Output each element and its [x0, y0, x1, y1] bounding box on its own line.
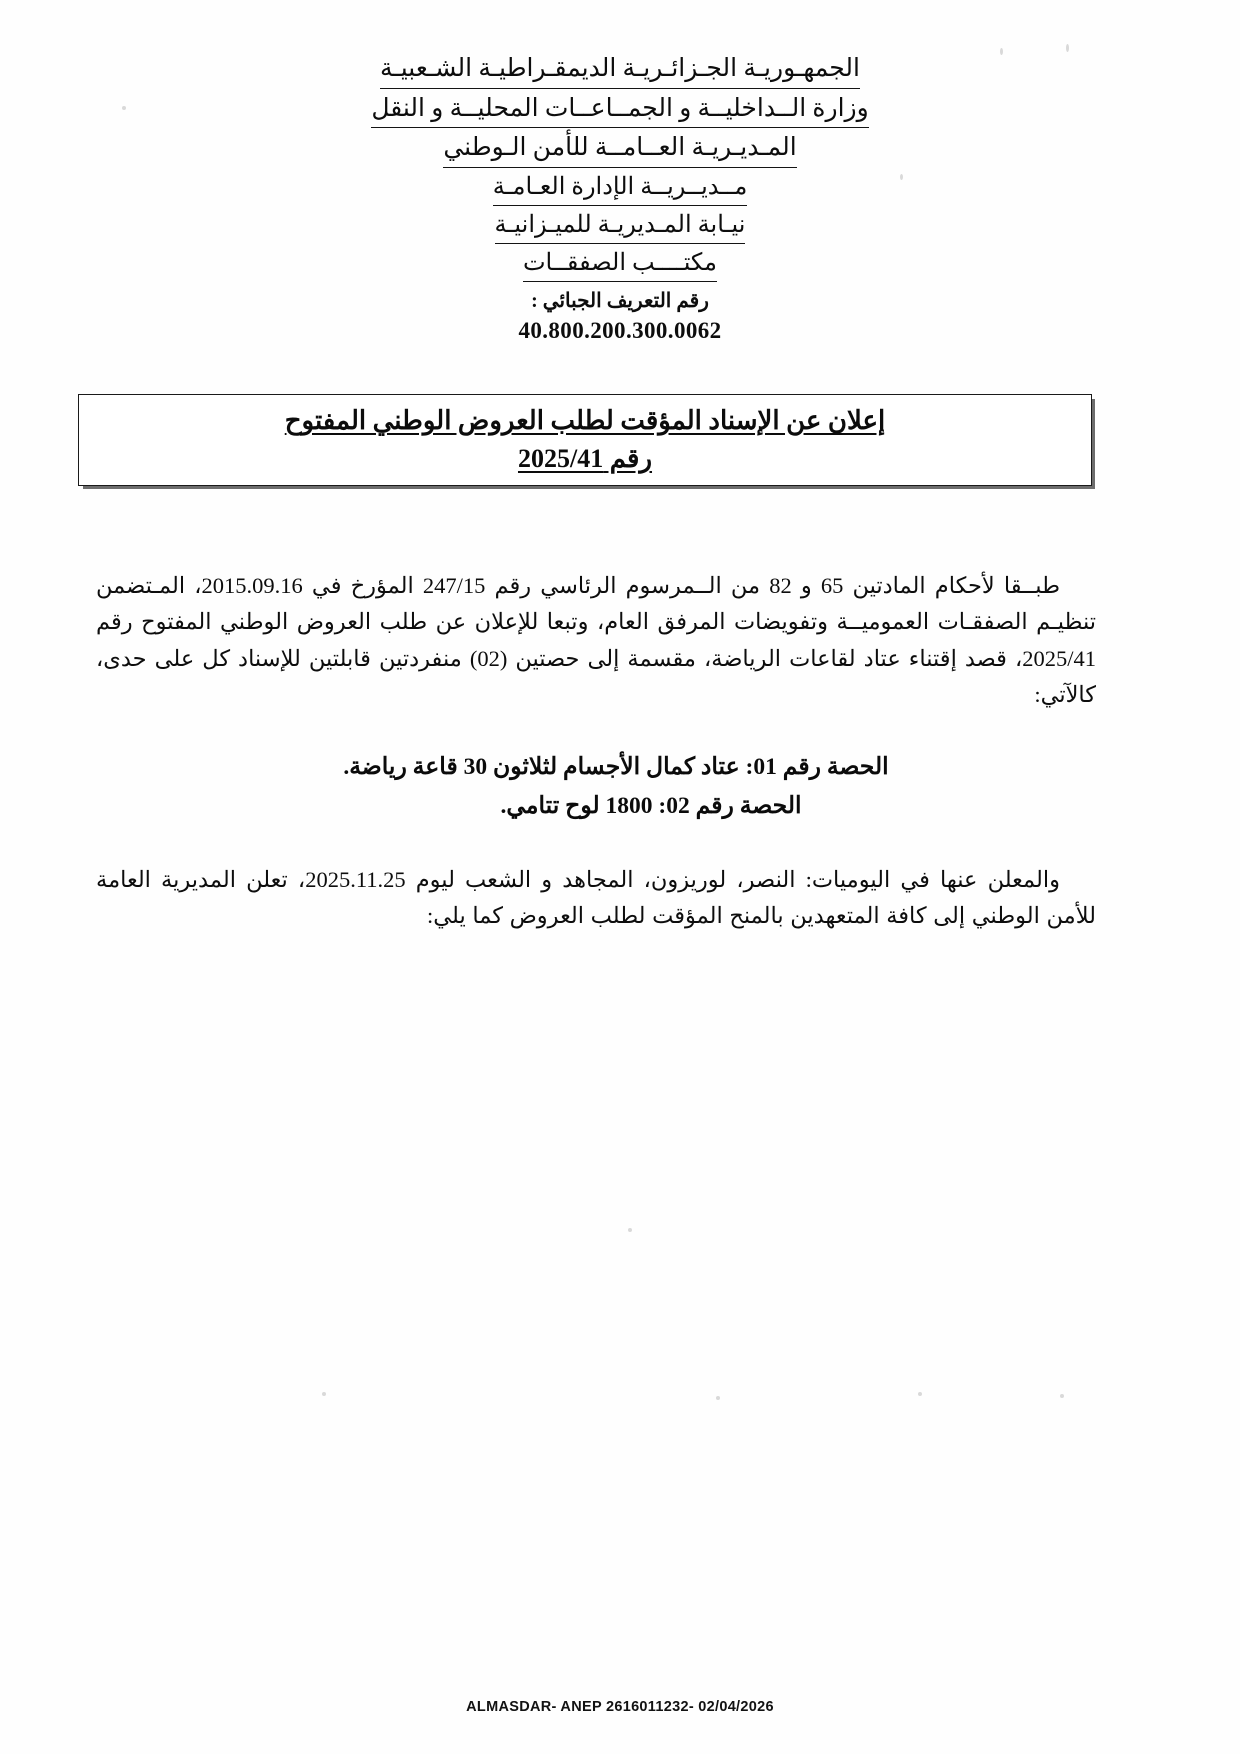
- page-footer: [0, 1698, 1240, 1716]
- notice-title-line-2: رقم 2025/41: [517, 444, 653, 473]
- tax-id-value: 40.800.200.300.0062: [518, 317, 722, 343]
- scan-speck: [628, 1228, 632, 1232]
- scan-speck: [1060, 1394, 1064, 1398]
- scan-speck: [1066, 44, 1069, 52]
- letterhead-line-contracts-office: مكتــــب الصفقــات: [523, 247, 717, 282]
- letterhead-line-ministry: وزارة الــداخليــة و الجمــاعــات المحليــة و النقل: [371, 92, 868, 129]
- letterhead-line-republic: الجمهـوريـة الجـزائـريـة الديمقـراطيـة الشـعبيـة: [380, 52, 860, 89]
- scan-speck: [918, 1392, 922, 1396]
- lot-item-02: الحصة رقم 02: 1800 لوح تتامي.: [500, 792, 802, 819]
- lot-item-01: الحصة رقم 01: عتاد كمال الأجسام لثلاثون 30 قاعة رياضة.: [343, 753, 889, 780]
- scan-speck: [322, 1392, 326, 1396]
- letterhead-line-dgsn: المـديـريـة العــامــة للأمن الـوطني: [443, 131, 796, 168]
- tax-id-label: رقم التعريف الجبائي :: [531, 289, 709, 312]
- lot-list: [96, 748, 1096, 826]
- letterhead-line-general-administration: مــديــريــة الإدارة العـامـة: [493, 171, 748, 206]
- notice-title-line-1: إعلان عن الإسناد المؤقت لطلب العروض الوطني المفتوح: [284, 406, 886, 436]
- letterhead-line-budget-subdirectorate: نيـابة المـديريـة للميـزانيـة: [495, 209, 746, 244]
- letterhead: [0, 52, 1240, 344]
- anep-reference: ALMASDAR- ANEP 2616011232- 02/04/2026: [466, 1699, 774, 1715]
- notice-body: [96, 568, 1096, 939]
- notice-title-box: [78, 394, 1092, 486]
- body-paragraph-publication: والمعلن عنها في اليوميات: النصر، لوريزون، المجاهد و الشعب ليوم 2025.11.25، تعلن المديرية العامة للأمن الوطني إلى كافة المتعهدين بالمنح المؤقت لطلب العروض كما يلي:: [96, 866, 1096, 929]
- body-paragraph-legal-basis: طبــقا لأحكام المادتين 65 و 82 من الــمرسوم الرئاسي رقم 247/15 المؤرخ في 2015.09.16، المـتضمن تنظيـم الصفقـات العموميــة وتفويضات المرفق العام، وتبعا للإعلان عن طلب العروض الوطني المفتوح رقم 2025/41، قصد إقتناء عتاد لقاعات الرياضة، مقسمة إلى حصتين (02) منفردتين قابلتين للإسناد كل على حدى، كالآتي:: [96, 573, 1096, 708]
- scan-speck: [716, 1396, 720, 1400]
